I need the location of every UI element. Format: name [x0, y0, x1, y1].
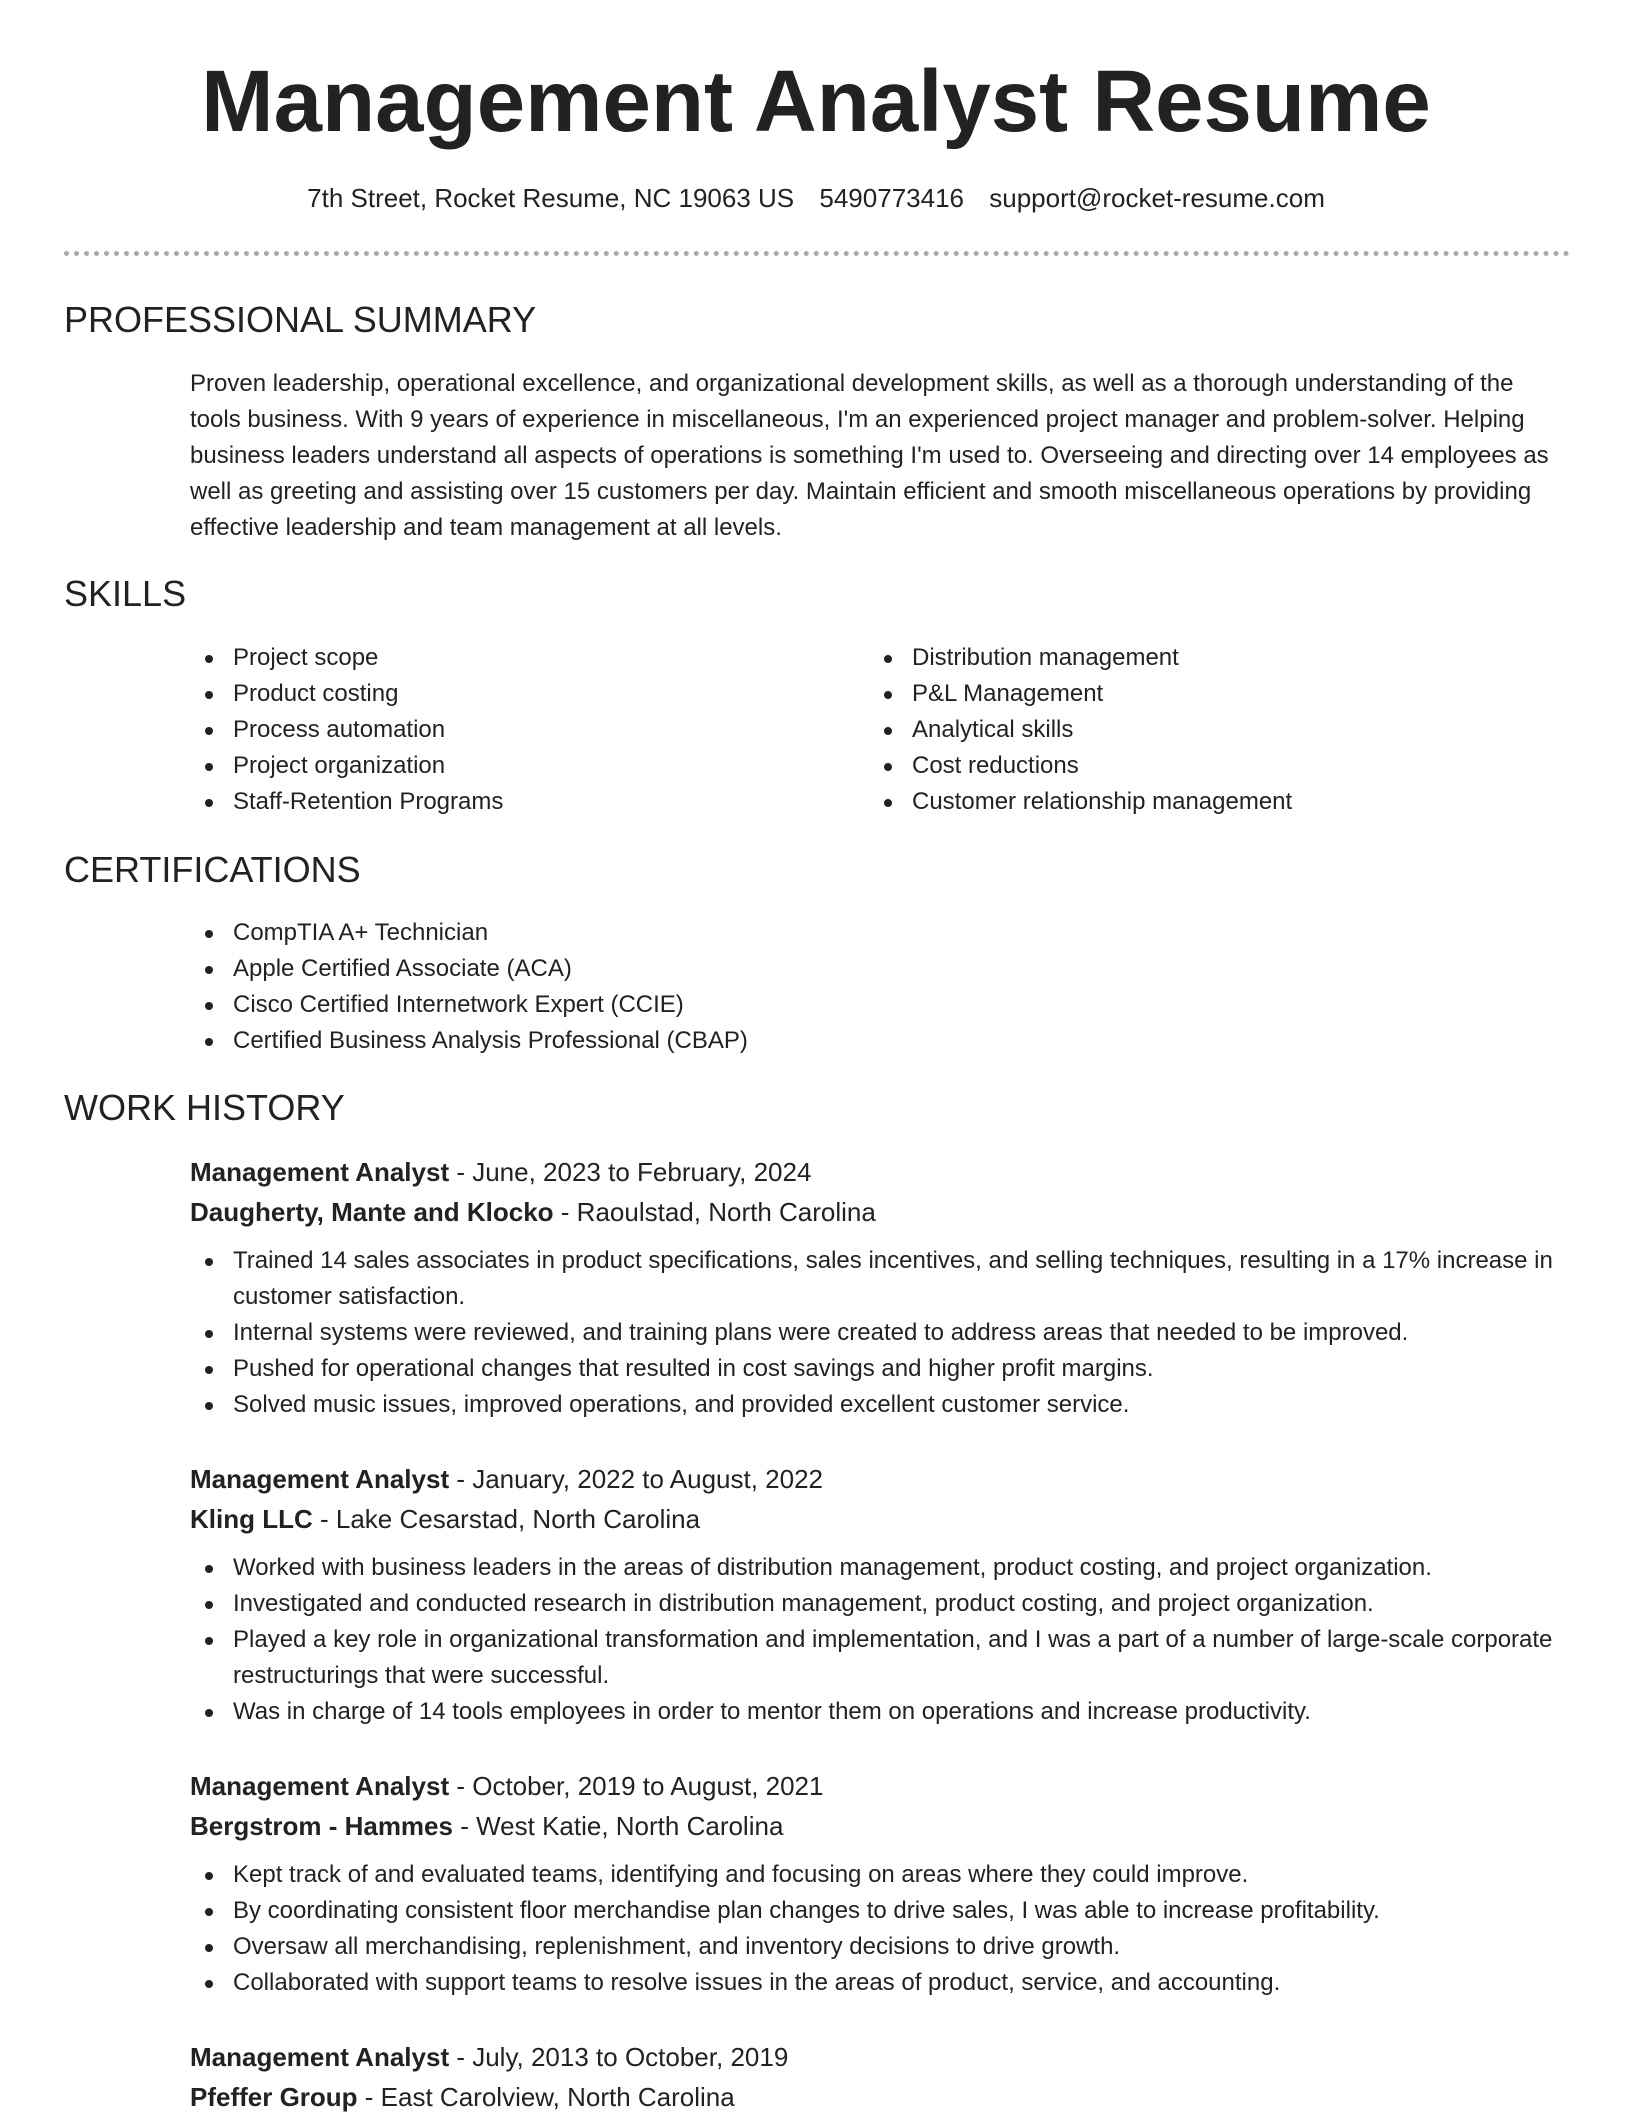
certifications-heading: CERTIFICATIONS: [64, 849, 361, 890]
job-duty: Collaborated with support teams to resolve issues in the areas of product, service, and accounting.: [190, 1965, 1570, 2001]
job-duty: By coordinating consistent floor merchandise plan changes to drive sales, I was able to increase profitability.: [190, 1893, 1570, 1929]
job-company-line: [190, 1806, 1570, 1846]
job-company: Kling LLC: [190, 1504, 313, 1534]
certifications-list: [190, 915, 1570, 1059]
job-duty: Worked with business leaders in the areas of distribution management, product costing, and project organization.: [190, 1550, 1570, 1586]
contact-info: [0, 180, 1632, 216]
job-role: Management Analyst: [190, 2042, 450, 2072]
job-duties-list: [190, 1857, 1570, 2001]
skills-heading: SKILLS: [64, 573, 187, 614]
job-duties-list: [190, 1550, 1570, 1730]
job-title-line: [190, 1152, 1570, 1192]
job-entry: [190, 2037, 1570, 2117]
skill-item: Cost reductions: [869, 748, 1569, 784]
job-location: - West Katie, North Carolina: [452, 1811, 784, 1841]
job-location: - Raoulstad, North Carolina: [553, 1197, 876, 1227]
summary-text: Proven leadership, operational excellence, and organizational development skills, as well as a thorough understanding of the tools business. With 9 years of experience in miscellaneous, I'm an experienced project manager and problem-solver. Helping business leaders understand all aspects of operations is something I'm used to. Overseeing and directing over 14 employees as well as greeting and assisting over 15 customers per day. Maintain efficient and smooth miscellaneous operations by providing effective leadership and team management at all levels.: [190, 370, 1549, 541]
job-title-line: [190, 2037, 1570, 2077]
certification-item: Apple Certified Associate (ACA): [190, 951, 1570, 987]
job-duty: Internal systems were reviewed, and training plans were created to address areas that needed to be improved.: [190, 1315, 1570, 1351]
skill-item: Customer relationship management: [869, 784, 1569, 820]
job-entry: [190, 1152, 1570, 1423]
job-duty: Was in charge of 14 tools employees in order to mentor them on operations and increase productivity.: [190, 1694, 1570, 1730]
skill-item: Project organization: [190, 748, 830, 784]
job-duty: Trained 14 sales associates in product specifications, sales incentives, and selling techniques, resulting in a 17% increase in customer satisfaction.: [190, 1243, 1570, 1315]
summary-heading: PROFESSIONAL SUMMARY: [64, 299, 537, 340]
job-role: Management Analyst: [190, 1771, 450, 1801]
skill-item: Process automation: [190, 712, 830, 748]
job-duty: Played a key role in organizational transformation and implementation, and I was a part of a number of large-scale corporate restructurings that were successful.: [190, 1622, 1570, 1694]
job-dates: - October, 2019 to August, 2021: [449, 1771, 824, 1801]
job-company-line: [190, 2077, 1570, 2117]
skills-list-right: [869, 640, 1569, 820]
header-divider: [64, 251, 1570, 256]
skill-item: Staff-Retention Programs: [190, 784, 830, 820]
job-dates: - January, 2022 to August, 2022: [449, 1464, 823, 1494]
job-company-line: [190, 1499, 1570, 1539]
page-title: Management Analyst Resume: [201, 53, 1431, 150]
job-dates: - July, 2013 to October, 2019: [449, 2042, 789, 2072]
job-company-line: [190, 1192, 1570, 1232]
certification-item: Certified Business Analysis Professional (CBAP): [190, 1023, 1570, 1059]
skill-item: Analytical skills: [869, 712, 1569, 748]
certification-item: Cisco Certified Internetwork Expert (CCIE): [190, 987, 1570, 1023]
job-company: Daugherty, Mante and Klocko: [190, 1197, 554, 1227]
job-location: - East Carolview, North Carolina: [357, 2082, 735, 2112]
job-role: Management Analyst: [190, 1157, 450, 1187]
job-duty: Pushed for operational changes that resulted in cost savings and higher profit margins.: [190, 1351, 1570, 1387]
job-role: Management Analyst: [190, 1464, 450, 1494]
job-location: - Lake Cesarstad, North Carolina: [312, 1504, 701, 1534]
skill-item: Product costing: [190, 676, 830, 712]
job-duty: Solved music issues, improved operations, and provided excellent customer service.: [190, 1387, 1570, 1423]
job-duty: Investigated and conducted research in distribution management, product costing, and project organization.: [190, 1586, 1570, 1622]
job-duties-list: [190, 1243, 1570, 1423]
job-duty: Oversaw all merchandising, replenishment, and inventory decisions to drive growth.: [190, 1929, 1570, 1965]
job-title-line: [190, 1766, 1570, 1806]
skill-item: P&L Management: [869, 676, 1569, 712]
skills-list-left: [190, 640, 830, 820]
job-company: Pfeffer Group: [190, 2082, 358, 2112]
job-company: Bergstrom - Hammes: [190, 1811, 453, 1841]
contact-email: support@rocket-resume.com: [989, 183, 1325, 213]
skill-item: Project scope: [190, 640, 830, 676]
job-entry: [190, 1766, 1570, 2001]
job-entry: [190, 1459, 1570, 1730]
job-duty: Kept track of and evaluated teams, identifying and focusing on areas where they could improve.: [190, 1857, 1570, 1893]
certification-item: CompTIA A+ Technician: [190, 915, 1570, 951]
skill-item: Distribution management: [869, 640, 1569, 676]
contact-address: 7th Street, Rocket Resume, NC 19063 US: [307, 183, 795, 213]
work-history-heading: WORK HISTORY: [64, 1087, 345, 1128]
job-dates: - June, 2023 to February, 2024: [449, 1157, 812, 1187]
job-title-line: [190, 1459, 1570, 1499]
contact-phone: 5490773416: [819, 183, 964, 213]
